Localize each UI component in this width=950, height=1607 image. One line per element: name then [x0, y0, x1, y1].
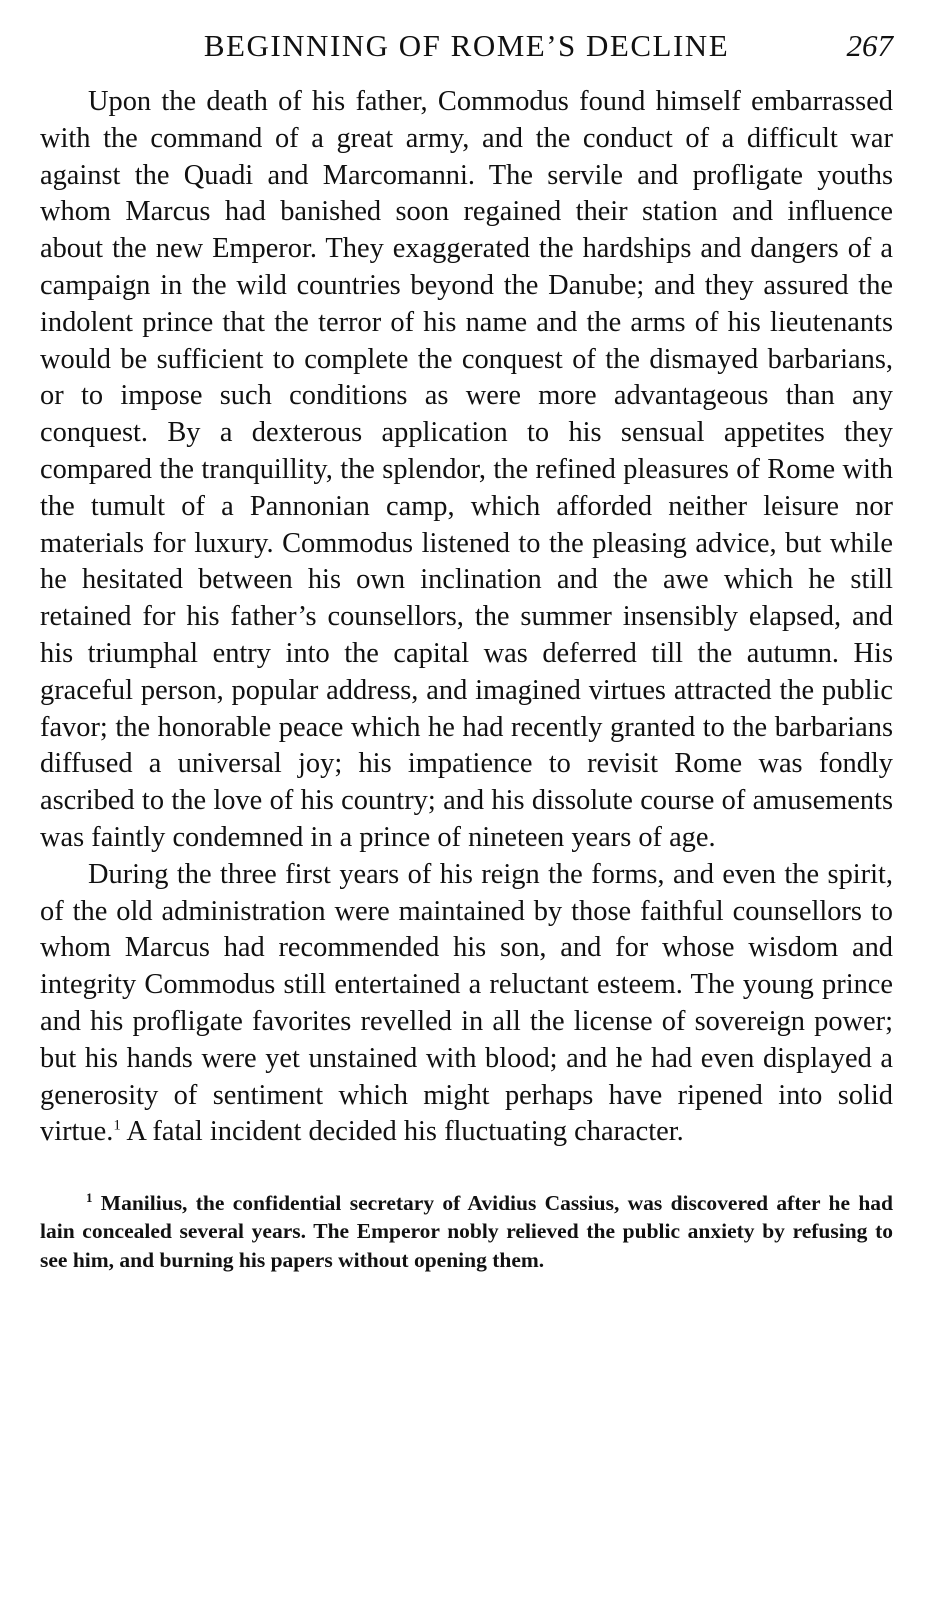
paragraph-1: Upon the death of his father, Commodus found himself embarrassed with the command of a great army, and the conduct of a difficult war against the Quadi and Marcomanni. The servile and profligate youths whom Marcus had banished soon regained their station and influence about the new Emperor. They exaggerated the hardships and dangers of a campaign in the wild countries beyond the Danube; and they assured the indolent prince that the terror of his name and the arms of his lieutenants would be sufficient to complete the conquest of the dismayed barbarians, or to impose such conditions as were more advantageous than any conquest. By a dexterous application to his sensual appetites they compared the tranquillity, the splendor, the refined pleasures of Rome with the tumult of a Pannonian camp, which afforded neither leisure nor materials for luxury. Commodus listened to the pleasing advice, but while he hesitated between his own inclination and the awe which he still retained for his father’s counsellors, the summer insensibly elapsed, and his triumphal entry into the capital was deferred till the autumn. His graceful person, popular address, and imagined virtues attracted the public favor; the honorable peace which he had recently granted to the barbarians diffused a universal joy; his impatience to revisit Rome was fondly ascribed to the love of his country; and his dissolute course of amusements was faintly condemned in a prince of nineteen years of age. [40, 86, 893, 853]
running-title: BEGINNING OF ROME’S DECLINE [203, 28, 730, 63]
paragraph-2-main: During the three first years of his reign the forms, and even the spirit, of the old administration were maintained by those faithful counsellors to whom Marcus had recommended his son, and for whose wisdom and integrity Commodus still entertained a reluctant esteem. The young prince and his profligate favorites revelled in all the license of sovereign power; but his hands were yet unstained with blood; and he had even displayed a generosity of sentiment which might perhaps have ripened into solid virtue. [40, 858, 893, 1148]
paragraph-2-end: A fatal incident decided his fluctuating character. [120, 1116, 684, 1148]
footnote-marker: 1 [86, 1189, 93, 1205]
page-number: 267 [846, 28, 893, 63]
footnote [40, 1189, 893, 1274]
footnote-text: Manilius, the confidential secretary of Avidius Cassius, was discovered after he had lain concealed several years. The Emperor nobly relieved the public anxiety by refusing to see him, and burning his papers without opening them. [40, 1191, 893, 1272]
running-head [40, 26, 893, 70]
footnote-reference[interactable]: 1 [113, 1117, 121, 1134]
body-text [40, 84, 893, 1151]
book-page [40, 26, 893, 1274]
paragraph-2 [40, 857, 893, 1151]
